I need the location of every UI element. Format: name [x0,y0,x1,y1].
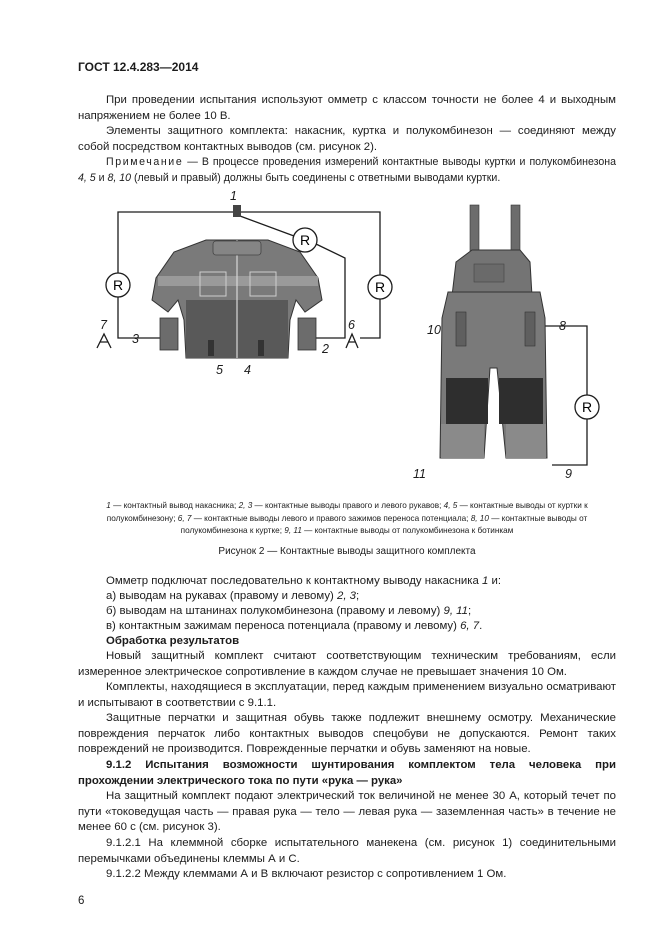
caption-text: — контактные выводы от куртки к полукомбинезону; [106,501,588,523]
overall-illustration [440,205,547,458]
ref-number: 1 [482,575,489,587]
label-5: 5 [216,363,223,377]
section-heading-9-1-2: 9.1.2 Испытания возможности шунтирования комплектом тела человека при прохождении электрического тока по пути «рука — рука» [78,759,616,787]
ref-number: 6, 7 [460,620,480,632]
list-item-b [78,604,616,620]
paragraph-gloves: Защитные перчатки и защитная обувь также подлежит внешнему осмотру. Механические повреждения перчаток либо контактных выводов спецобуви не допускаются. Ремонт таких повреждений не производится. Поврежденные перчатки и обувь заменяют на новые. [78,712,616,755]
figure-title: Рисунок 2 — Контактные выводы защитного комплекта [218,546,476,557]
text: а) выводам на рукавах (правому и левому) [106,590,337,602]
list-item-c [78,619,616,635]
caption-text: — контактные выводы от полукомбинезона к ботинкам [301,526,514,535]
ohmmeter-label: R [581,399,593,415]
label-7: 7 [100,318,107,332]
label-11: 11 [413,467,426,481]
label-1: 1 [230,189,237,203]
caption-text: — контактный вывод накасника; [110,501,239,510]
label-10: 10 [427,323,441,337]
paragraph-new-kit: Новый защитный комплект считают соответствующим техническим требованиям, если измеренное электрическое сопротивление в каждом случае не превышает значения 10 Ом. [78,650,616,678]
note-text: (левый и правый) должны быть соединены с ответными выводами куртки. [131,171,501,184]
text: б) выводам на штанинах полукомбинезона (правому и левому) [106,605,444,617]
label-8: 8 [559,319,566,333]
jacket-illustration [152,205,322,358]
label-3: 3 [132,332,139,346]
text: и: [488,575,502,587]
page-number: 6 [78,895,85,907]
caption-text: — контактные выводы от полукомбинезона к куртке; [180,513,588,535]
caption-text: — контактные выводы левого и правого зажимов переноса потенциала; [191,513,471,523]
note-label: Примечание [106,156,184,168]
note-paragraph [78,155,616,186]
paragraph-9-1-2-2: 9.1.2.2 Между клеммами А и В включают резистор с сопротивлением 1 Ом. [106,868,507,880]
text: Омметр подключат последовательно к контактному выводу накасника [106,575,482,587]
text: ; [355,590,360,602]
paragraph-elements: Элементы защитного комплекта: накасник, куртка и полукомбинезон — соединяют между собой посредством контактных выводов (см. рисунок 2). [78,125,616,153]
label-6: 6 [348,318,355,332]
label-9: 9 [565,467,572,481]
results-heading: Обработка результатов [106,635,240,647]
caption-num: 6, 7 [177,513,192,523]
ref-number: 2, 3 [336,590,356,602]
note-text: — В процессе проведения измерений контактные выводы куртки и полукомбинезона [183,156,616,168]
caption-num: 8, 10 [470,513,489,523]
label-4: 4 [244,363,251,377]
clamp-left-icon [97,334,111,348]
text: ; [468,605,472,617]
ref-number: 9, 11 [443,605,469,617]
caption-num: 9, 11 [284,526,302,535]
paragraph-ohmmeter: При проведении испытания используют омметр с классом точности не более 4 и выходным напряжением не более 10 В. [78,94,616,122]
ohmmeter-label: R [299,232,311,248]
note-text: и [95,171,108,184]
document-header: ГОСТ 12.4.283—2014 [78,60,199,74]
figure-contact-outputs [0,185,661,495]
figure-caption [78,500,616,538]
paragraph-ohm-connection [78,574,616,590]
caption-num: 1 [106,501,111,510]
label-2: 2 [322,342,329,356]
caption-text: — контактные выводы правого и левого рукавов; [252,501,444,510]
ohmmeter-label: R [374,279,386,295]
text: в) контактным зажимам переноса потенциала (правому и левому) [106,620,461,632]
paragraph-9-1-2-1: 9.1.2.1 На клеммной сборке испытательного манекена (см. рисунок 1) соединительными перемычками объединены клеммы А и С. [78,837,616,865]
note-number: 8, 10 [107,171,132,184]
clamp-right-icon [346,334,358,348]
caption-num: 4, 5 [443,501,458,510]
paragraph-9-1-2: На защитный комплект подают электрический ток величиной не менее 30 А, который течет по пути «токоведущая часть — правая рука — тело — левая рука — заземленная часть» в течение не менее 60 с (см. рисунок 3). [78,790,616,833]
note-number: 4, 5 [78,171,96,184]
paragraph-used-kit: Комплекты, находящиеся в эксплуатации, перед каждым применением визуально осматривают и испытывают в соответствии с 9.1.1. [78,681,616,709]
caption-num: 2, 3 [238,501,253,510]
ohmmeter-label: R [112,277,124,293]
text: . [479,620,483,632]
list-item-a [78,589,616,605]
